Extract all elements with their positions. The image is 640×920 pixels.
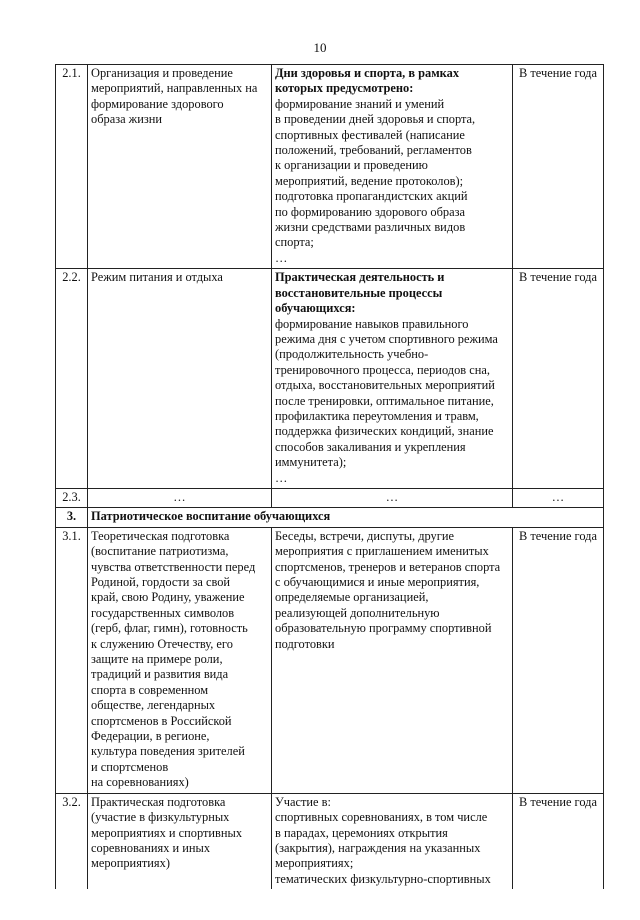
table-row [56, 488, 604, 507]
topic-line: мероприятиях) [91, 856, 170, 871]
content-line: спортивных соревнованиях, в том числе [275, 810, 488, 825]
topic-line: Теоретическая подготовка [91, 528, 230, 543]
content-line: определяемые организацией, [275, 590, 429, 605]
content-line: формирование знаний и умений [275, 96, 445, 111]
row-number: 3.1. [56, 527, 88, 793]
content-line: (продолжительность учебно- [275, 347, 429, 362]
section-row [56, 508, 604, 527]
content-line: подготовки [275, 636, 335, 651]
content-line: режима дня с учетом спортивного режима [275, 331, 498, 346]
content-heading: восстановительные процессы [275, 285, 443, 300]
content-line: образовательную программу спортивной [275, 621, 492, 636]
topic-line: образа жизни [91, 112, 163, 127]
content-line: в парадах, церемониях открытия [275, 825, 448, 840]
content-line: спорта; [275, 235, 314, 250]
topic-line: на соревнованиях) [91, 775, 189, 790]
page-number: 10 [313, 40, 327, 55]
content-line: мероприятия с приглашением именитых [275, 544, 489, 559]
content-line: Участие в: [275, 794, 331, 809]
ellipsis-cell: … [88, 488, 272, 507]
content-line: формирование навыков правильного [275, 316, 469, 331]
content-line: тренировочного процесса, периодов сна, [275, 362, 490, 377]
section-title: Патриотическое воспитание обучающихся [88, 508, 604, 527]
content-cell [272, 793, 513, 889]
table-row [56, 793, 604, 889]
content-line: к организации и проведению [275, 158, 428, 173]
ellipsis-cell: … [272, 488, 513, 507]
table-row [56, 527, 604, 793]
content-line: поддержка физических кондиций, знание [275, 424, 494, 439]
content-line: … [275, 250, 288, 265]
content-heading: которых предусмотрено: [275, 81, 414, 96]
content-cell [272, 527, 513, 793]
row-number: 2.1. [56, 65, 88, 269]
term-cell: В течение года [513, 65, 604, 269]
content-line: с обучающимися и иные мероприятия, [275, 575, 480, 589]
content-line: отдыха, восстановительных мероприятий [275, 378, 495, 393]
ellipsis-cell: … [513, 488, 604, 507]
content-line: иммунитета); [275, 455, 347, 470]
content-cell [272, 65, 513, 269]
content-line: … [275, 470, 288, 485]
topic-line: защите на примере роли, [91, 652, 223, 667]
content-line: Беседы, встречи, диспуты, другие [275, 528, 454, 543]
content-line: тематических физкультурно-спортивных [275, 871, 491, 886]
topic-line: край, свою Родину, уважение [91, 590, 245, 605]
content-line: жизни средствами различных видов [275, 220, 466, 235]
content-line: после тренировки, оптимальное питание, [275, 393, 494, 408]
row-number: 2.2. [56, 269, 88, 489]
topic-line: Практическая подготовка [91, 794, 226, 809]
content-line: подготовка пропагандистских акций [275, 189, 468, 204]
row-number: 2.3. [56, 488, 88, 507]
content-heading: Дни здоровья и спорта, в рамках [275, 66, 460, 80]
term-cell: В течение года [513, 269, 604, 489]
topic-cell [88, 269, 272, 489]
topic-line: чувства ответственности перед [91, 559, 256, 574]
content-line: способов закаливания и укрепления [275, 439, 466, 454]
topic-line: Режим питания и отдыха [91, 270, 223, 285]
topic-cell [88, 527, 272, 793]
topic-line: обществе, легендарных [91, 698, 216, 713]
topic-line: формирование здорового [91, 96, 224, 111]
content-line: спортивных фестивалей (написание [275, 127, 465, 142]
content-line: спортсменов, тренеров и ветеранов спорта [275, 559, 501, 574]
topic-line: государственных символов [91, 605, 235, 620]
section-number: 3. [56, 508, 88, 527]
content-line: положений, требований, регламентов [275, 143, 472, 158]
topic-line: (воспитание патриотизма, [91, 544, 229, 559]
row-number: 3.2. [56, 793, 88, 889]
topic-line: мероприятий, направленных на [91, 81, 258, 96]
content-line: мероприятий, ведение протоколов); [275, 173, 464, 188]
table-row [56, 65, 604, 269]
term-cell: В течение года [513, 793, 604, 889]
table-row [56, 269, 604, 489]
topic-line: Родиной, гордости за свой [91, 575, 231, 589]
content-heading: Практическая деятельность и [275, 270, 445, 285]
content-line: (закрытия), награждения на указанных [275, 840, 481, 855]
topic-line: соревнованиях и иных [91, 840, 211, 855]
topic-line: (участие в физкультурных [91, 810, 230, 825]
topic-line: спорта в современном [91, 682, 209, 697]
content-line: мероприятиях; [275, 856, 354, 871]
activity-plan-table [55, 64, 604, 889]
content-heading: обучающихся: [275, 301, 356, 316]
topic-line: мероприятиях и спортивных [91, 825, 243, 840]
topic-line: Организация и проведение [91, 66, 233, 80]
topic-line: культура поведения зрителей [91, 744, 245, 759]
content-line: по формированию здорового образа [275, 204, 465, 219]
topic-line: традиций и развития вида [91, 667, 229, 682]
term-cell: В течение года [513, 527, 604, 793]
topic-cell [88, 793, 272, 889]
topic-line: Федерации, в регионе, [91, 729, 210, 744]
content-line: в проведении дней здоровья и спорта, [275, 112, 476, 127]
content-line: реализующей дополнительную [275, 605, 440, 620]
content-cell [272, 269, 513, 489]
content-line: профилактика переутомления и травм, [275, 408, 479, 423]
topic-cell [88, 65, 272, 269]
topic-line: и спортсменов [91, 759, 169, 774]
topic-line: (герб, флаг, гимн), готовность [91, 621, 248, 636]
topic-line: к служению Отечеству, его [91, 636, 233, 651]
topic-line: спортсменов в Российской [91, 713, 232, 728]
